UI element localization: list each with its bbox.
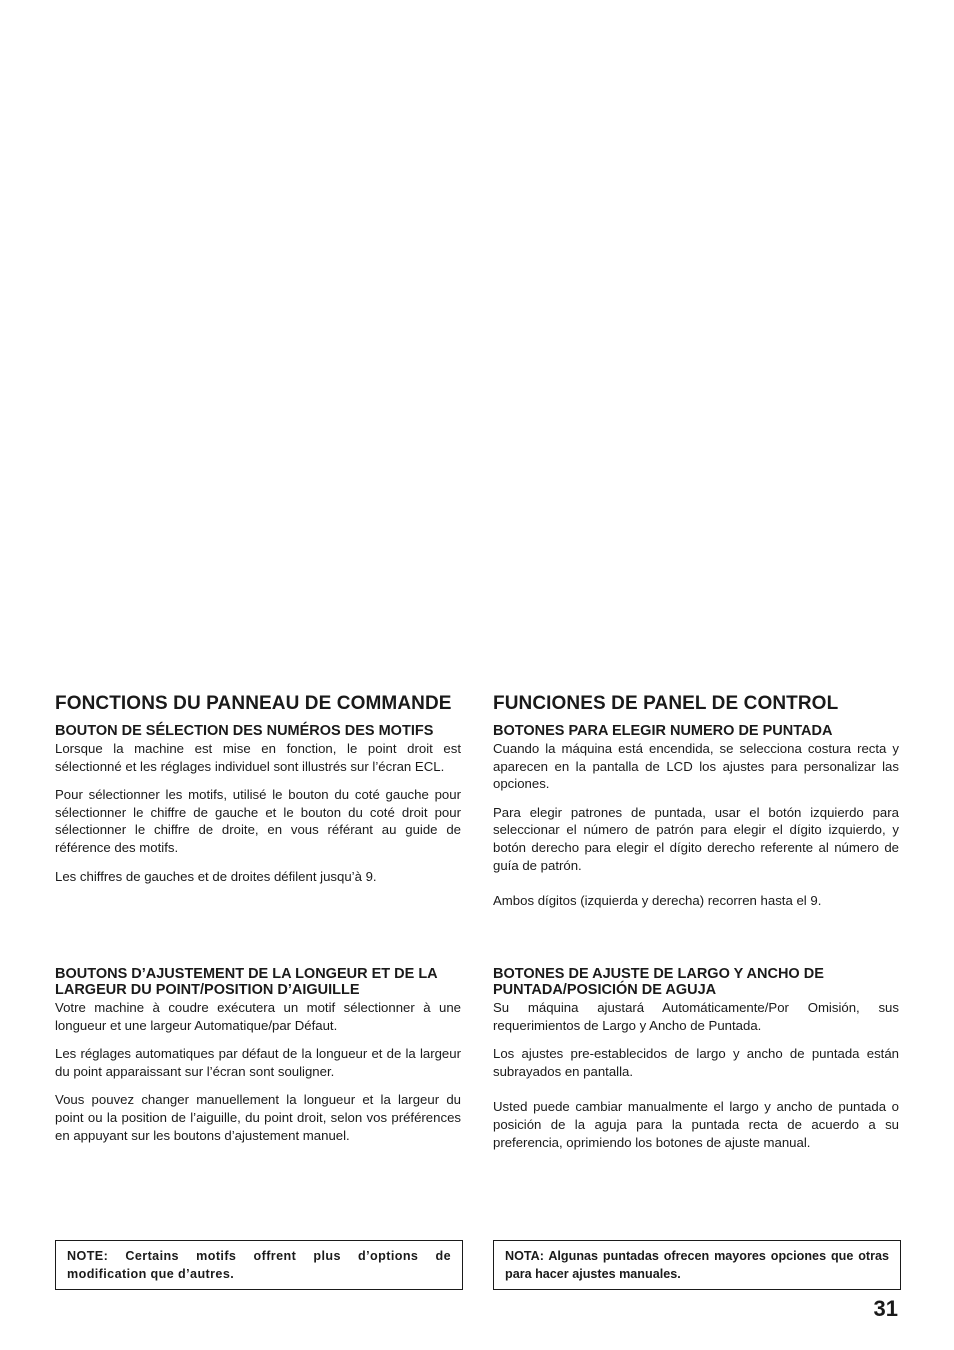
french-section2-paragraph: Votre machine à coudre exécutera un motif sélectionner à une longueur et une largeur Automatique/par Défaut.	[55, 1000, 461, 1033]
spanish-section2-heading: BOTONES DE AJUSTE DE LARGO Y ANCHO DE PUNTADA/POSICIÓN DE AGUJA	[493, 966, 824, 998]
spanish-section2-paragraph: Usted puede cambiar manualmente el largo y ancho de puntada o posición de la aguja para la puntada recta de acuerdo a su preferencia, oprimiendo los botones de ajuste manual.	[493, 1099, 899, 1150]
french-section1-heading: BOUTON DE SÉLECTION DES NUMÉROS DES MOTIFS	[55, 723, 434, 739]
french-section2	[55, 966, 461, 1155]
spanish-section1-heading: BOTONES PARA ELEGIR NUMERO DE PUNTADA	[493, 723, 833, 739]
spanish-column	[493, 693, 899, 1150]
french-section1-paragraph: Les chiffres de gauches et de droites défilent jusqu’à 9.	[55, 868, 377, 884]
spanish-section1-paragraph: Cuando la máquina está encendida, se selecciona costura recta y aparecen en la pantalla de LCD los ajustes para personalizar las opciones.	[493, 741, 899, 792]
french-section1-paragraph: Lorsque la machine est mise en fonction, le point droit est sélectionné et les réglages individuel sont illustrés sur l’écran ECL.	[55, 741, 461, 774]
french-column	[55, 693, 461, 1143]
spanish-section2-paragraph: Los ajustes pre-establecidos de largo y ancho de puntada están subrayados en pantalla.	[493, 1046, 899, 1079]
french-section1-paragraph: Pour sélectionner les motifs, utilisé le bouton du coté gauche pour sélectionner le chiffre de gauche et le bouton du coté droit pour sélectionner le chiffre de droite, en vous référant au guide de référence des motifs.	[55, 787, 461, 855]
french-section2-paragraph: Vous pouvez changer manuellement la longueur et la largeur du point ou la position de l’aiguille, du point droit, selon vos préférences en appuyant sur les boutons d’ajustement manuel.	[55, 1092, 461, 1143]
spanish-section2-paragraph: Su máquina ajustará Automáticamente/Por Omisión, sus requerimientos de Largo y Ancho de Puntada.	[493, 1000, 899, 1033]
spanish-section1-paragraph: Ambos dígitos (izquierda y derecha) recorren hasta el 9.	[493, 893, 822, 909]
french-title: FONCTIONS DU PANNEAU DE COMMANDE	[55, 693, 452, 714]
spanish-title: FUNCIONES DE PANEL DE CONTROL	[493, 693, 839, 714]
spanish-section1-paragraph: Para elegir patrones de puntada, usar el botón izquierdo para seleccionar el número de patrón para elegir el dígito izquierdo, y botón derecho para elegir el dígito derecho referente al número de guía de patrón.	[493, 804, 899, 873]
spanish-section2	[493, 966, 899, 1162]
french-section2-paragraph: Les réglages automatiques par défaut de la longueur et de la largeur du point apparaissant sur l’écran sont souligner.	[55, 1046, 461, 1079]
spanish-note-box: NOTA: Algunas puntadas ofrecen mayores opciones que otras para hacer ajustes manuales.	[493, 1240, 901, 1290]
french-note-box: NOTE: Certains motifs offrent plus d’options de modification que d’autres.	[55, 1240, 463, 1290]
french-section2-heading: BOUTONS D’AJUSTEMENT DE LA LONGEUR ET DE LA LARGEUR DU POINT/POSITION D’AIGUILLE	[55, 966, 438, 998]
page-number: 31	[873, 1296, 898, 1321]
